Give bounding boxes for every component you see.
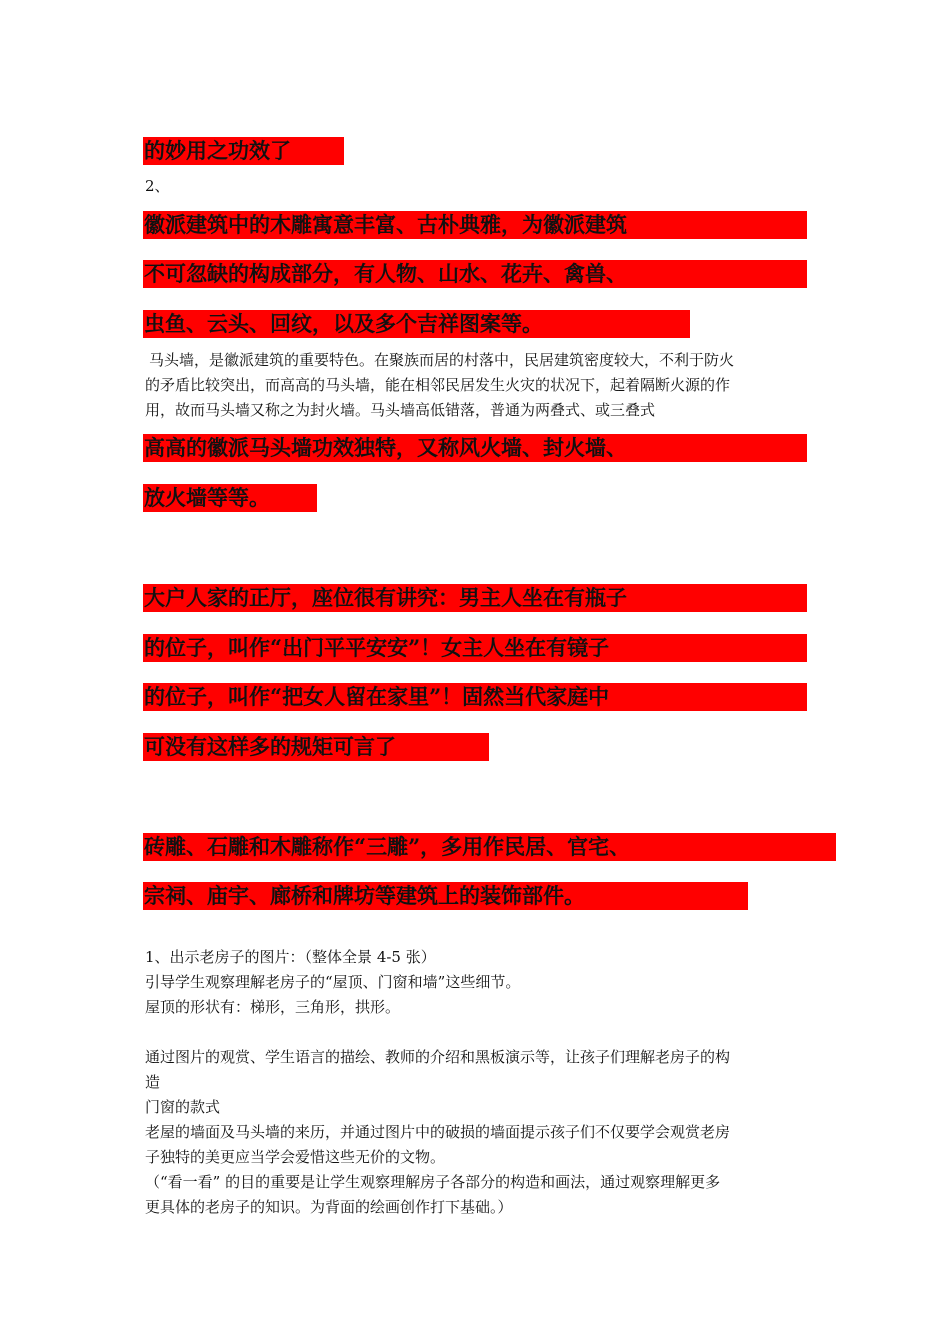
- highlighted-line: 不可忽缺的构成部分，有人物、山水、花卉、禽兽、: [143, 260, 807, 288]
- list-number: 2、: [145, 177, 170, 195]
- highlighted-line: 的妙用之功效了: [143, 137, 344, 165]
- text-line: 更具体的老房子的知识。为背面的绘画创作打下基础。）: [145, 1198, 513, 1216]
- text-line: 1、出示老房子的图片：（整体全景 4-5 张）: [145, 948, 436, 966]
- highlighted-line: 宗祠、庙宇、廊桥和牌坊等建筑上的装饰部件。: [143, 882, 748, 910]
- highlighted-line: 虫鱼、云头、回纹，以及多个吉祥图案等。: [143, 310, 690, 338]
- paragraph-line: 马头墙，是徽派建筑的重要特色。在聚族而居的村落中，民居建筑密度较大，不利于防火: [149, 351, 735, 369]
- text-line: 子独特的美更应当学会爱惜这些无价的文物。: [145, 1148, 446, 1166]
- text-line: （“看一看” 的目的重要是让学生观察理解房子各部分的构造和画法，通过观察理解更多: [145, 1173, 721, 1191]
- text-line: 老屋的墙面及马头墙的来历，并通过图片中的破损的墙面提示孩子们不仅要学会观赏老房: [145, 1123, 731, 1141]
- highlighted-line: 放火墙等等。: [143, 484, 317, 512]
- highlighted-line: 徽派建筑中的木雕寓意丰富、古朴典雅，为徽派建筑: [143, 211, 807, 239]
- text-line: 通过图片的观赏、学生语言的描绘、教师的介绍和黑板演示等，让孩子们理解老房子的构: [145, 1048, 731, 1066]
- text-line: 造: [145, 1073, 161, 1091]
- highlighted-line: 砖雕、石雕和木雕称作“三雕”，多用作民居、官宅、: [143, 833, 836, 861]
- text-line: 引导学生观察理解老房子的“屋顶、门窗和墙”这些细节。: [145, 973, 521, 991]
- text-line: 屋顶的形状有：梯形，三角形，拱形。: [145, 998, 401, 1016]
- text-line: 门窗的款式: [145, 1098, 221, 1116]
- highlighted-line: 大户人家的正厅，座位很有讲究：男主人坐在有瓶子: [143, 584, 807, 612]
- highlighted-line: 可没有这样多的规矩可言了: [143, 733, 489, 761]
- highlighted-line: 的位子，叫作“出门平平安安”！女主人坐在有镜子: [143, 634, 807, 662]
- paragraph-line: 用，故而马头墙又称之为封火墙。马头墙高低错落，普通为两叠式、或三叠式: [145, 401, 656, 419]
- highlighted-line: 高高的徽派马头墙功效独特，又称风火墙、封火墙、: [143, 434, 807, 462]
- paragraph-line: 的矛盾比较突出，而高高的马头墙，能在相邻民居发生火灾的状况下，起着隔断火源的作: [145, 376, 731, 394]
- highlighted-line: 的位子，叫作“把女人留在家里”！固然当代家庭中: [143, 683, 807, 711]
